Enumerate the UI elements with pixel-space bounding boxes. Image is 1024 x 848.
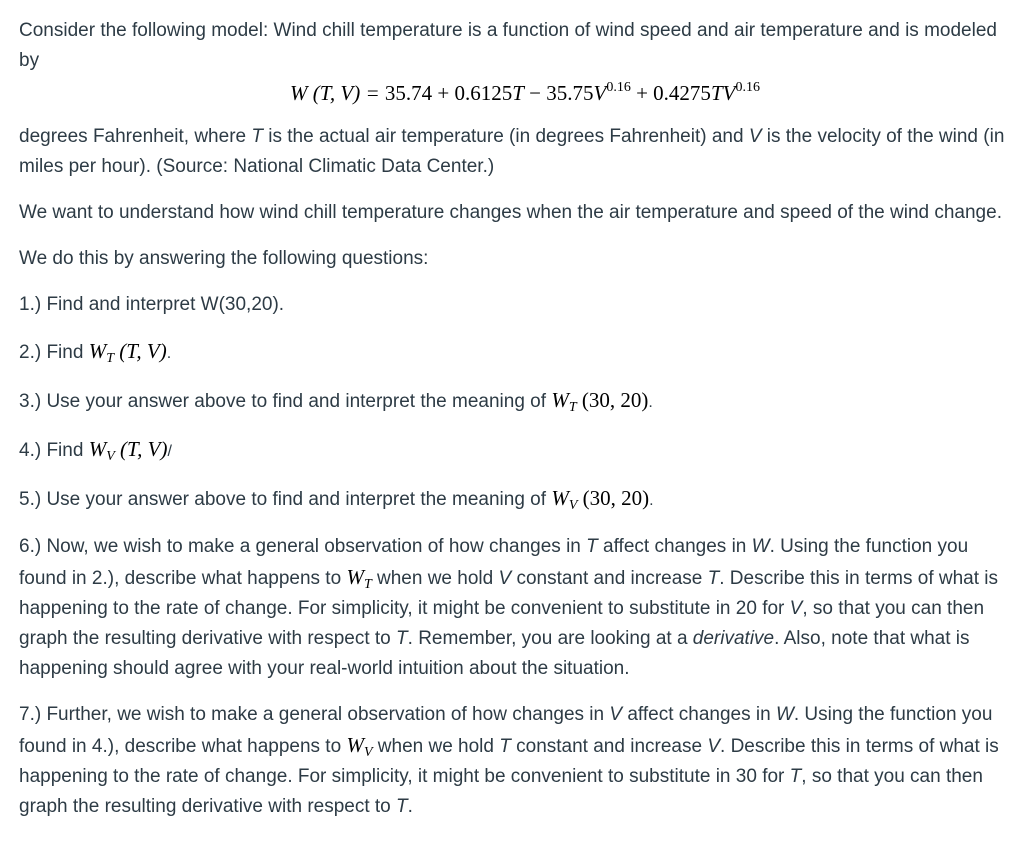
lead-paragraph: We do this by answering the following questions: (19, 248, 429, 269)
eq-lhs: W (T, V) = (290, 81, 385, 105)
question-5: 5.) Use your answer above to find and interpret the meaning of $W_V$ (30, 20). (19, 486, 654, 513)
wind-chill-equation: W (T, $V) = 35.74 + 0.6125T - 35.75V^{0.16} + 0.4275TV^{0.16}$ (290, 80, 760, 105)
variables-paragraph: degrees Fahrenheit, where T is the actual air temperature (in degrees Fahrenheit) and V is the velocity of the wind (in miles per hour). (Source: National Climatic Data Center.) (19, 126, 1005, 177)
question-7: 7.) Further, we wish to make a general observation of how changes in V affect changes in W. Using the function you found in 4.), describe what happens to $W_V$ when we hold T constant and increase V. Describe this in terms of what is happening to the rate of change. For simplicity, it might be convenient to substitute in 30 for T, so that you can then graph the resulting derivative with respect to T. (19, 704, 999, 817)
goal-paragraph: We want to understand how wind chill temperature changes when the air temperature and speed of the wind change. (19, 202, 1002, 223)
eq-term-a: 35.74 + 0.6125 (384, 81, 513, 105)
question-4: 4.) Find $W_V$ (T, V)/ (19, 437, 172, 464)
question-2: 2.) Find $W_T$ (T, V). (19, 339, 172, 366)
question-3: 3.) Use your answer above to find and interpret the meaning of $W_T$ (30, 20). (19, 388, 653, 415)
intro-paragraph: Consider the following model: Wind chill temperature is a function of wind speed and air temperature and is modeled by (19, 20, 997, 71)
question-1: 1.) Find and interpret W(30,20). (19, 294, 285, 315)
question-6: 6.) Now, we wish to make a general observation of how changes in T affect changes in W. Using the function you found in 2.), describe what happens to $W_T$ when we hold V constant and increase T. Describe this in terms of what is happening to the rate of change. For simplicity, it might be convenient to substitute in 20 for V, so that you can then graph the resulting derivative with respect to T. Remember, you are looking at a derivative. Also, note that what is happening should agree with your real-world intuition about the situation. (19, 536, 999, 679)
